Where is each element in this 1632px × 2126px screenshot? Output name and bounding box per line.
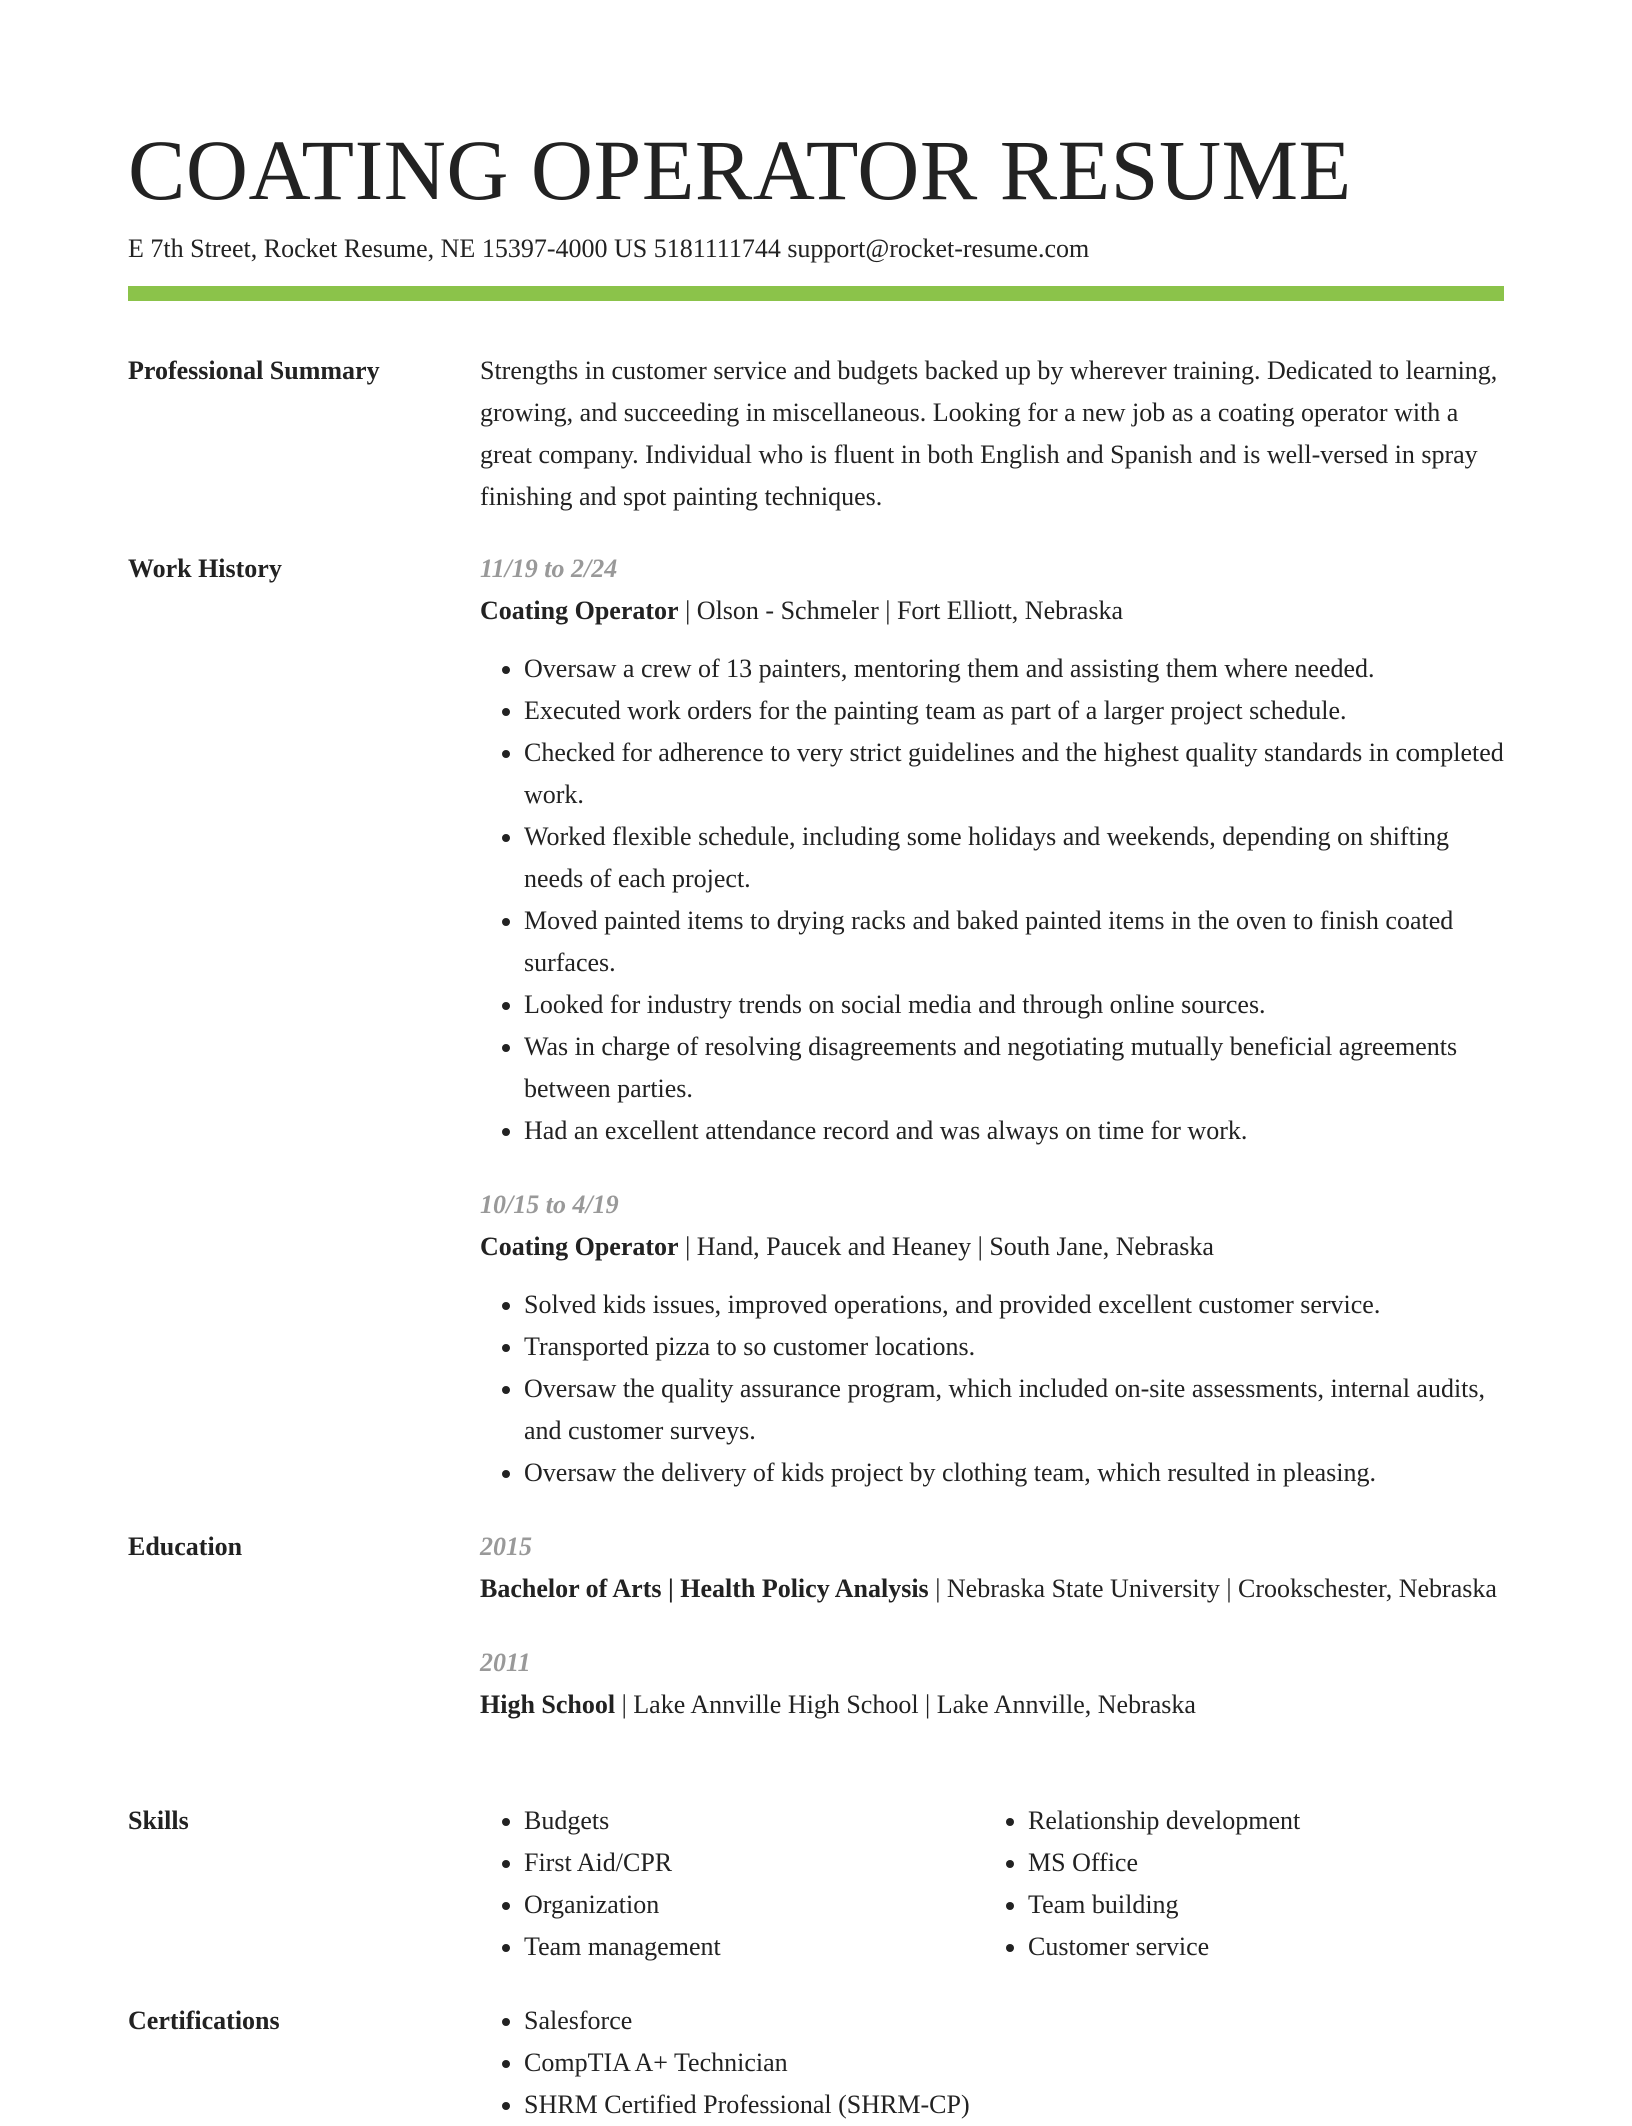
summary-heading: Professional Summary xyxy=(128,356,380,385)
work-history-heading: Work History xyxy=(128,554,282,583)
job-bullets xyxy=(480,648,1504,1152)
education-degree: Bachelor of Arts | Health Policy Analysis xyxy=(480,1574,929,1603)
accent-divider xyxy=(128,286,1504,301)
summary-text: Strengths in customer service and budgets backed up by wherever training. Dedicated to learning, growing, and succeeding in miscellaneous. Looking for a new job as a coating operator with a great company. Individual who is fluent in both English and Spanish and is well-versed in spray finishing and spot painting techniques. xyxy=(480,356,1498,511)
education-degree: High School xyxy=(480,1690,616,1719)
work-history-body xyxy=(480,548,1504,1526)
job-date: 10/15 to 4/19 xyxy=(480,1190,619,1219)
job-bullet: • Checked for adherence to very strict guidelines and the highest quality standards in completed work. xyxy=(524,732,1504,816)
skill-item: • Team management xyxy=(524,1926,984,1968)
skills-list-right xyxy=(984,1800,1488,1968)
job-employer: | Olson - Schmeler | Fort Elliott, Nebraska xyxy=(678,596,1123,625)
skills-body xyxy=(480,1800,1504,1968)
skill-item: • Organization xyxy=(524,1884,984,1926)
job-bullet: • Oversaw the delivery of kids project by clothing team, which resulted in pleasing. xyxy=(524,1452,1504,1494)
summary-body xyxy=(480,350,1504,518)
job-entry xyxy=(480,548,1504,1152)
job-bullet: • Had an excellent attendance record and was always on time for work. xyxy=(524,1110,1504,1152)
resume-title: COATING OPERATOR RESUME xyxy=(128,122,1352,218)
certification-item: • SHRM Certified Professional (SHRM-CP) xyxy=(524,2084,1504,2126)
education-heading: Education xyxy=(128,1532,243,1561)
skills-list-left xyxy=(480,1800,984,1968)
skill-item: • Relationship development xyxy=(1028,1800,1488,1842)
certification-item: • Salesforce xyxy=(524,2000,1504,2042)
skills-heading: Skills xyxy=(128,1806,189,1835)
job-bullet: • Solved kids issues, improved operations, and provided excellent customer service. xyxy=(524,1284,1504,1326)
job-bullet: • Transported pizza to so customer locations. xyxy=(524,1326,1504,1368)
contact-info: E 7th Street, Rocket Resume, NE 15397-4000 US 5181111744 support@rocket-resume.com xyxy=(128,234,1090,263)
job-entry xyxy=(480,1184,1504,1494)
skill-item: • MS Office xyxy=(1028,1842,1488,1884)
certification-item: • CompTIA A+ Technician xyxy=(524,2042,1504,2084)
skills-columns xyxy=(480,1800,1504,1968)
education-date: 2011 xyxy=(480,1648,531,1677)
job-bullet: • Moved painted items to drying racks and baked painted items in the oven to finish coated surfaces. xyxy=(524,900,1504,984)
skill-item: • Budgets xyxy=(524,1800,984,1842)
job-bullet: • Oversaw a crew of 13 painters, mentoring them and assisting them where needed. xyxy=(524,648,1504,690)
education-entry xyxy=(480,1526,1504,1610)
job-bullet: • Was in charge of resolving disagreements and negotiating mutually beneficial agreements between parties. xyxy=(524,1026,1504,1110)
education-entry xyxy=(480,1642,1504,1726)
job-role-line xyxy=(480,590,1504,632)
job-bullet: • Executed work orders for the painting team as part of a larger project schedule. xyxy=(524,690,1504,732)
education-line xyxy=(480,1684,1504,1726)
education-body xyxy=(480,1526,1504,1758)
job-bullet: • Oversaw the quality assurance program, which included on-site assessments, internal audits, and customer surveys. xyxy=(524,1368,1504,1452)
job-title: Coating Operator xyxy=(480,1232,679,1261)
education-line xyxy=(480,1568,1504,1610)
job-title: Coating Operator xyxy=(480,596,679,625)
certifications-heading: Certifications xyxy=(128,2006,280,2035)
education-school: | Lake Annville High School | Lake Annville, Nebraska xyxy=(615,1690,1196,1719)
job-employer: | Hand, Paucek and Heaney | South Jane, Nebraska xyxy=(678,1232,1214,1261)
skill-item: • Customer service xyxy=(1028,1926,1488,1968)
certifications-body xyxy=(480,2000,1504,2126)
job-date: 11/19 to 2/24 xyxy=(480,554,618,583)
education-date: 2015 xyxy=(480,1532,532,1561)
job-role-line xyxy=(480,1226,1504,1268)
skill-item: • First Aid/CPR xyxy=(524,1842,984,1884)
skill-item: • Team building xyxy=(1028,1884,1488,1926)
education-school: | Nebraska State University | Crookschester, Nebraska xyxy=(928,1574,1497,1603)
job-bullets xyxy=(480,1284,1504,1494)
job-bullet: • Worked flexible schedule, including some holidays and weekends, depending on shifting needs of each project. xyxy=(524,816,1504,900)
job-bullet: • Looked for industry trends on social media and through online sources. xyxy=(524,984,1504,1026)
certifications-list xyxy=(480,2000,1504,2126)
